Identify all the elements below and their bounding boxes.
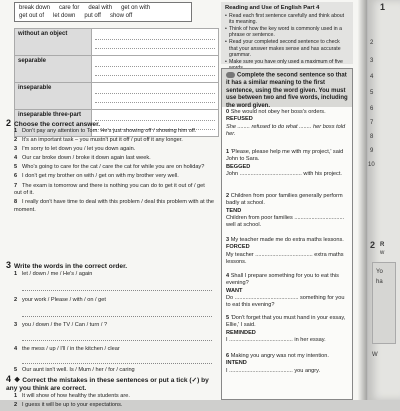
speech-bubble-icon — [226, 72, 235, 78]
list-item: 1 let / down / me / He's / again — [14, 271, 93, 277]
answer-line[interactable] — [22, 362, 212, 364]
exercise-2-heading: 2 Choose the correct answer. — [6, 118, 101, 128]
word-box: break down care for deal with get on with get out of let down put off show off — [14, 2, 192, 22]
list-item: 1 Don't pay any attention to Tom. He's just showing off / showing him off. — [14, 128, 197, 134]
list-item: 4 the mess / up / I'll / in the kitchen / clear — [14, 346, 120, 352]
transformation-exercise-box — [221, 68, 353, 400]
list-item: 3 I'm sorry to let down you / let you down again. — [14, 146, 136, 153]
list-item: 4 Our car broke down / broke it down again last week. — [14, 155, 151, 162]
list-item: 1 It will show of how healthy the students are. — [14, 393, 130, 399]
transformation-item[interactable]: 3 My teacher made me do extra maths lessons. FORCED My teacher ..................................... extra maths lessons. — [226, 237, 344, 265]
right-column — [218, 0, 358, 400]
category-answer-cell[interactable] — [92, 29, 219, 56]
exercise-4-items — [14, 393, 214, 411]
category-label: inseparable three-part — [15, 110, 92, 137]
transformation-item[interactable]: 2 Children from poor families generally perform badly at school. TEND Children from poor families ................................ well at school. — [226, 193, 345, 229]
list-item: 5 Our aunt isn't well. Is / Mum / her / for / caring — [14, 367, 135, 373]
answer-line[interactable] — [22, 289, 212, 291]
list-item: 7 The exam is tomorrow and there is nothing you can do to get it out of / get out of it. — [14, 182, 205, 197]
category-label: without an object — [15, 29, 92, 56]
transformation-item[interactable]: 6 Making you angry was not my intention. INTEND I ......................................... you angry. — [226, 353, 329, 374]
list-item: 3 you / down / the TV / Can / turn / ? — [14, 322, 108, 328]
category-label: inseparable — [15, 83, 92, 110]
list-item: 2 I guess it will be up to your expectations. — [14, 402, 123, 409]
exam-tips-box: Reading and Use of English Part 4 • Read each first sentence carefully and think about its meaning. • Think of how the key word is commonly used in a phrase or sentence. • Read your completed second sentence to check that your answer makes sense and has accurate grammar. • Make sure you have only used a maximum of five — [221, 2, 353, 64]
transformation-item: 0 She would not obey her boss's orders. REFUSED She ........ refused to do what ........ her boss told her. — [226, 109, 346, 137]
answer-line[interactable] — [22, 315, 212, 317]
list-item: 5 Who's going to care for the cat / care the cat for while you are on holiday? — [14, 164, 205, 171]
category-answer-cell[interactable] — [92, 83, 219, 110]
list-item: 2 your work / Please / with / on / get — [14, 297, 106, 303]
facing-page-box: Yo ha — [372, 262, 396, 344]
error-correction-icon: ❖ — [14, 377, 21, 384]
exercise-4-heading: 4 ❖ Correct the mistakes in these sentences or put a tick (✓) by any you think are correct. — [6, 374, 209, 392]
answer-line[interactable] — [22, 339, 212, 341]
exercise-3-heading: 3 Write the words in the correct order. — [6, 260, 128, 270]
transformation-item[interactable]: 1 'Please, please help me with my project,' said John to Sara. BEGGED John ........................................ with his project. — [226, 149, 344, 177]
category-answer-cell[interactable] — [92, 56, 219, 83]
list-item: 2 It's an important task – you mustn't put it off / put off it any longer. — [14, 137, 183, 144]
transformation-instructions: Complete the second sentence so that it has a similar meaning to the first sentence, using the word given. You must use between two and five words, including the word given. — [222, 69, 352, 107]
category-label: separable — [15, 56, 92, 83]
transformation-item[interactable]: 4 Shall I prepare something for you to eat this evening? WANT Do ......................................... something for you to eat this evening? — [226, 273, 345, 309]
list-item: 6 I don't get my brother on with / get on with my brother very well. — [14, 173, 179, 180]
transformation-item[interactable]: 5 'Don't forget that you must hand in your essay, Ellie,' I said. REMINDED I ......................................... in her essay. — [226, 315, 346, 343]
list-item: 8 I really don't have time to deal with this problem / deal this problem with at the moment. — [14, 199, 214, 213]
exercise-2-items — [14, 128, 214, 216]
facing-page-edge: 1 2 3 4 5 6 7 8 9 10 2 R w Yo ha W — [367, 0, 400, 400]
